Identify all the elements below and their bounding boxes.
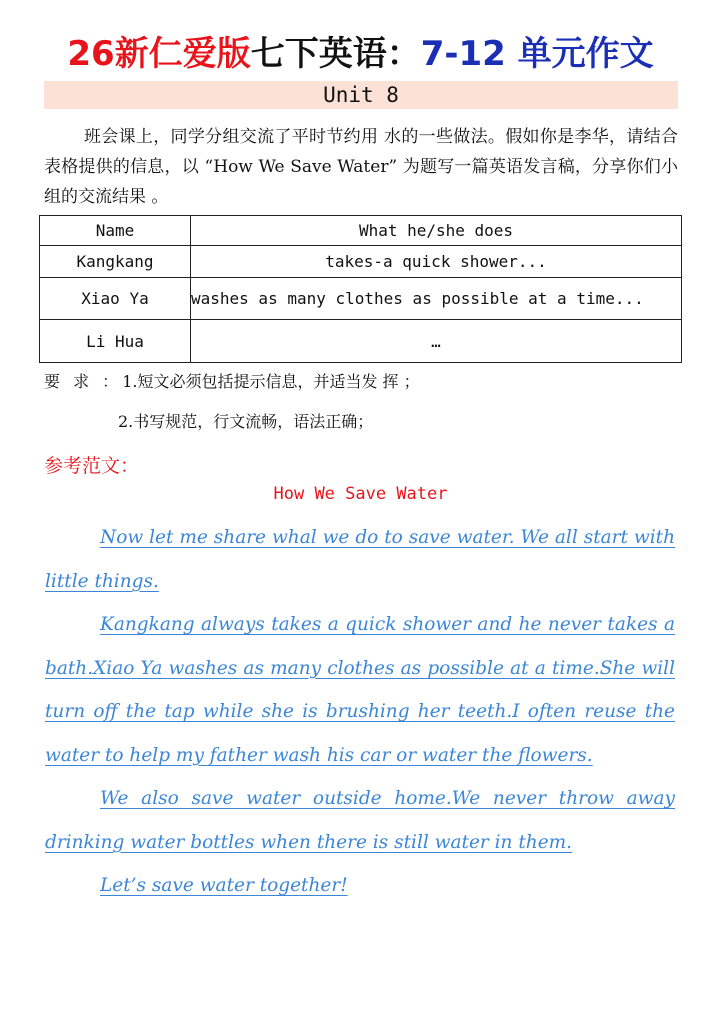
title-part-red: 26新仁爱版 <box>67 34 251 74</box>
table-header-cell: Name <box>40 216 191 246</box>
essay-paragraph-text: We also save water outside home.We never throw away drinking water bottles when there is still water in them. <box>45 788 675 853</box>
table-cell-action: … <box>191 320 682 363</box>
requirement-1 <box>44 369 420 395</box>
requirement-item-1: 1.短文必须包括提示信息，并适当发 挥 ； <box>122 372 420 391</box>
essay-paragraph <box>45 864 675 908</box>
requirement-item-2: 2.书写规范，行文流畅，语法正确； <box>118 412 374 431</box>
table-header-row <box>40 216 682 246</box>
essay-paragraph <box>45 777 675 864</box>
essay-body <box>45 516 675 908</box>
essay-paragraph-text: Kangkang always takes a quick shower and he never takes a bath.Xiao Ya washes as many clothes as possible at a time.She will turn off the tap while she is brushing her teeth.I often reuse the water to help my father wash his car or water the flowers. <box>45 614 675 766</box>
table-header-cell: What he/she does <box>191 216 682 246</box>
info-table <box>39 215 682 363</box>
reference-label: 参考范文： <box>44 455 140 477</box>
table-cell-name: Xiao Ya <box>40 278 191 320</box>
essay-paragraph-text: Now let me share whal we do to save water. We all start with little things. <box>45 527 675 592</box>
table-row <box>40 320 682 363</box>
writing-prompt: 班会课上，同学分组交流了平时节约用 水的一些做法。假如你是李华，请结合表格提供的信息，以 “How We Save Water” 为题写一篇英语发言稿，分享你们小组的交流结果 。 <box>44 127 678 207</box>
table-cell-name: Kangkang <box>40 246 191 278</box>
table-cell-action: takes-a quick shower... <box>191 246 682 278</box>
essay-title: How We Save Water <box>273 484 448 504</box>
essay-paragraph-text: Let’s save water together! <box>100 875 348 896</box>
requirements-label: 要 求 ： <box>44 372 123 391</box>
title-part-black: 七下英语： <box>250 34 421 74</box>
page-title <box>0 30 721 78</box>
unit-heading: Unit 8 <box>44 81 678 109</box>
essay-paragraph <box>45 516 675 603</box>
table-cell-name: Li Hua <box>40 320 191 363</box>
title-part-blue: 7-12 单元作文 <box>420 34 654 74</box>
table-row <box>40 278 682 320</box>
table-row <box>40 246 682 278</box>
essay-paragraph <box>45 603 675 777</box>
table-cell-action: washes as many clothes as possible at a time... <box>191 278 682 320</box>
